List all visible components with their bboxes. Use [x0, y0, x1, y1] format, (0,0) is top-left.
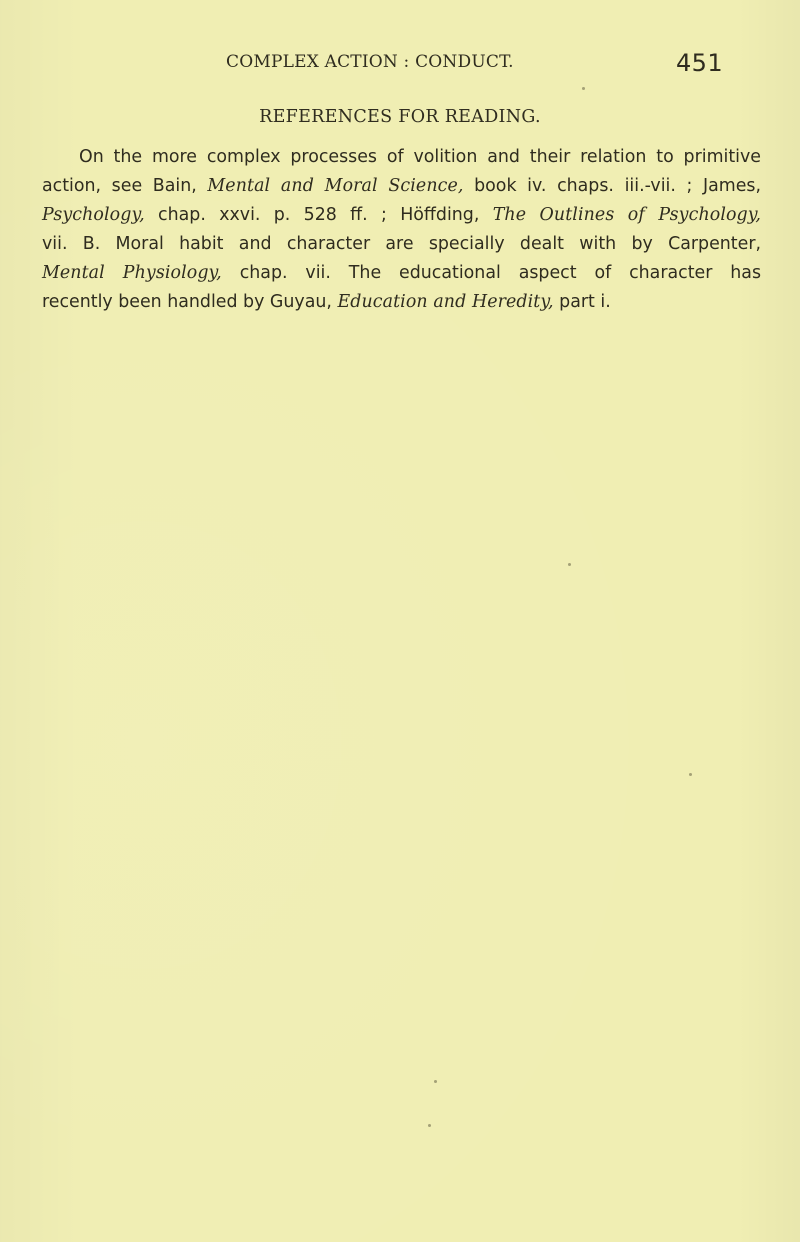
paragraph-line-3 — [42, 201, 761, 230]
line-1-text: On the more complex processes of volition and their relation to primitive — [79, 147, 761, 167]
line-6-text-a: recently been handled by Guyau, — [42, 292, 332, 312]
line-2-text-c: book iv. chaps. iii.-vii. ; James, — [474, 176, 762, 196]
paragraph-line-6 — [42, 288, 761, 317]
line-3-text-b: chap. xxvi. p. 528 ff. ; Höffding, — [158, 205, 480, 225]
paragraph-line-1 — [42, 143, 761, 172]
line-2-text-a: action, see Bain, — [42, 176, 197, 196]
book-title-psychology: Psychology, — [42, 205, 145, 225]
running-title: COMPLEX ACTION : CONDUCT. — [226, 52, 514, 72]
paragraph-line-5 — [42, 259, 761, 288]
line-4-text: vii. B. Moral habit and character are specially dealt with by Carpenter, — [42, 234, 761, 254]
running-head — [0, 49, 800, 80]
section-title: REFERENCES FOR READING. — [259, 107, 541, 127]
paper-speck — [568, 563, 571, 566]
paragraph-line-2 — [42, 172, 761, 201]
line-6-text-c: part i. — [559, 292, 611, 312]
references-paragraph — [42, 143, 761, 317]
book-title-mental-and-moral-science: Mental and Moral Science, — [207, 176, 464, 196]
paper-speck — [428, 1124, 431, 1127]
line-5-text-b: chap. vii. The educational aspect of character has — [239, 263, 762, 283]
book-title-education-and-heredity: Education and Heredity, — [337, 292, 554, 312]
paragraph-line-4 — [42, 230, 761, 259]
paper-speck — [434, 1080, 437, 1083]
book-title-mental-physiology: Mental Physiology, — [42, 263, 222, 283]
paper-speck — [689, 773, 692, 776]
page-number: 451 — [676, 49, 724, 77]
book-title-outlines-of-psychology: The Outlines of Psychology, — [492, 205, 762, 225]
paper-speck — [582, 87, 585, 90]
